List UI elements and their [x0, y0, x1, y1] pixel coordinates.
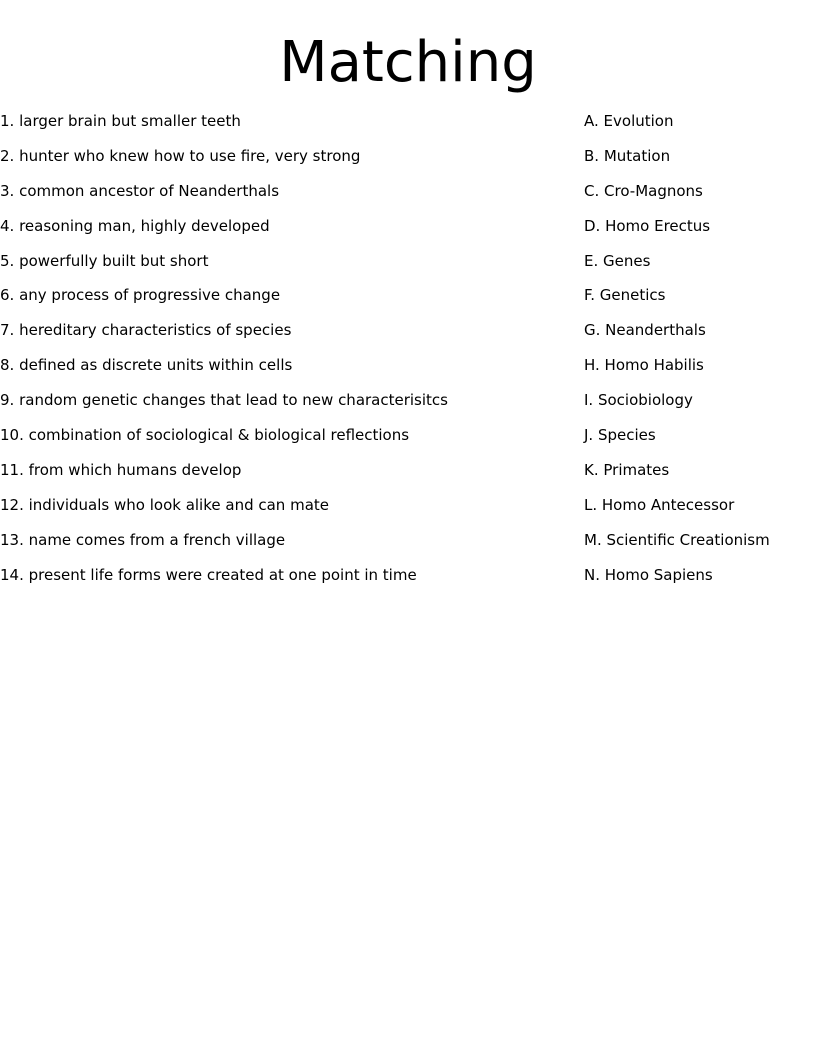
- question-item: 6. any process of progressive change: [0, 286, 281, 305]
- answer-list: [584, 110, 816, 598]
- question-list: [0, 110, 560, 598]
- question-item: 4. reasoning man, highly developed: [0, 216, 270, 235]
- answer-item: N. Homo Sapiens: [584, 565, 713, 584]
- question-item: 3. common ancestor of Neanderthals: [0, 181, 280, 200]
- answer-item: H. Homo Habilis: [584, 356, 704, 375]
- question-item: 12. individuals who look alike and can mate: [0, 495, 329, 514]
- question-item: 8. defined as discrete units within cells: [0, 356, 293, 375]
- page-title: Matching: [279, 30, 537, 95]
- question-item: 14. present life forms were created at one point in time: [0, 565, 417, 584]
- question-item: 7. hereditary characteristics of species: [0, 321, 292, 340]
- question-item: 10. combination of sociological & biological reflections: [0, 426, 410, 445]
- answer-item: D. Homo Erectus: [584, 216, 711, 235]
- question-item: 13. name comes from a french village: [0, 530, 286, 549]
- answer-item: C. Cro-Magnons: [584, 181, 703, 200]
- question-item: 2. hunter who knew how to use fire, very strong: [0, 146, 361, 165]
- answer-item: K. Primates: [584, 460, 670, 479]
- question-item: 1. larger brain but smaller teeth: [0, 112, 241, 130]
- question-item: 9. random genetic changes that lead to new characterisitcs: [0, 391, 448, 410]
- answer-item: I. Sociobiology: [584, 391, 693, 410]
- answer-item: A. Evolution: [584, 112, 674, 130]
- question-item: 11. from which humans develop: [0, 460, 242, 479]
- answer-item: J. Species: [584, 426, 656, 445]
- answer-item: E. Genes: [584, 251, 651, 270]
- answer-item: G. Neanderthals: [584, 321, 706, 340]
- answer-item: F. Genetics: [584, 286, 666, 305]
- answer-item: B. Mutation: [584, 146, 671, 165]
- answer-item: M. Scientific Creationism: [584, 530, 770, 549]
- answer-item: L. Homo Antecessor: [584, 495, 735, 514]
- question-item: 5. powerfully built but short: [0, 251, 209, 270]
